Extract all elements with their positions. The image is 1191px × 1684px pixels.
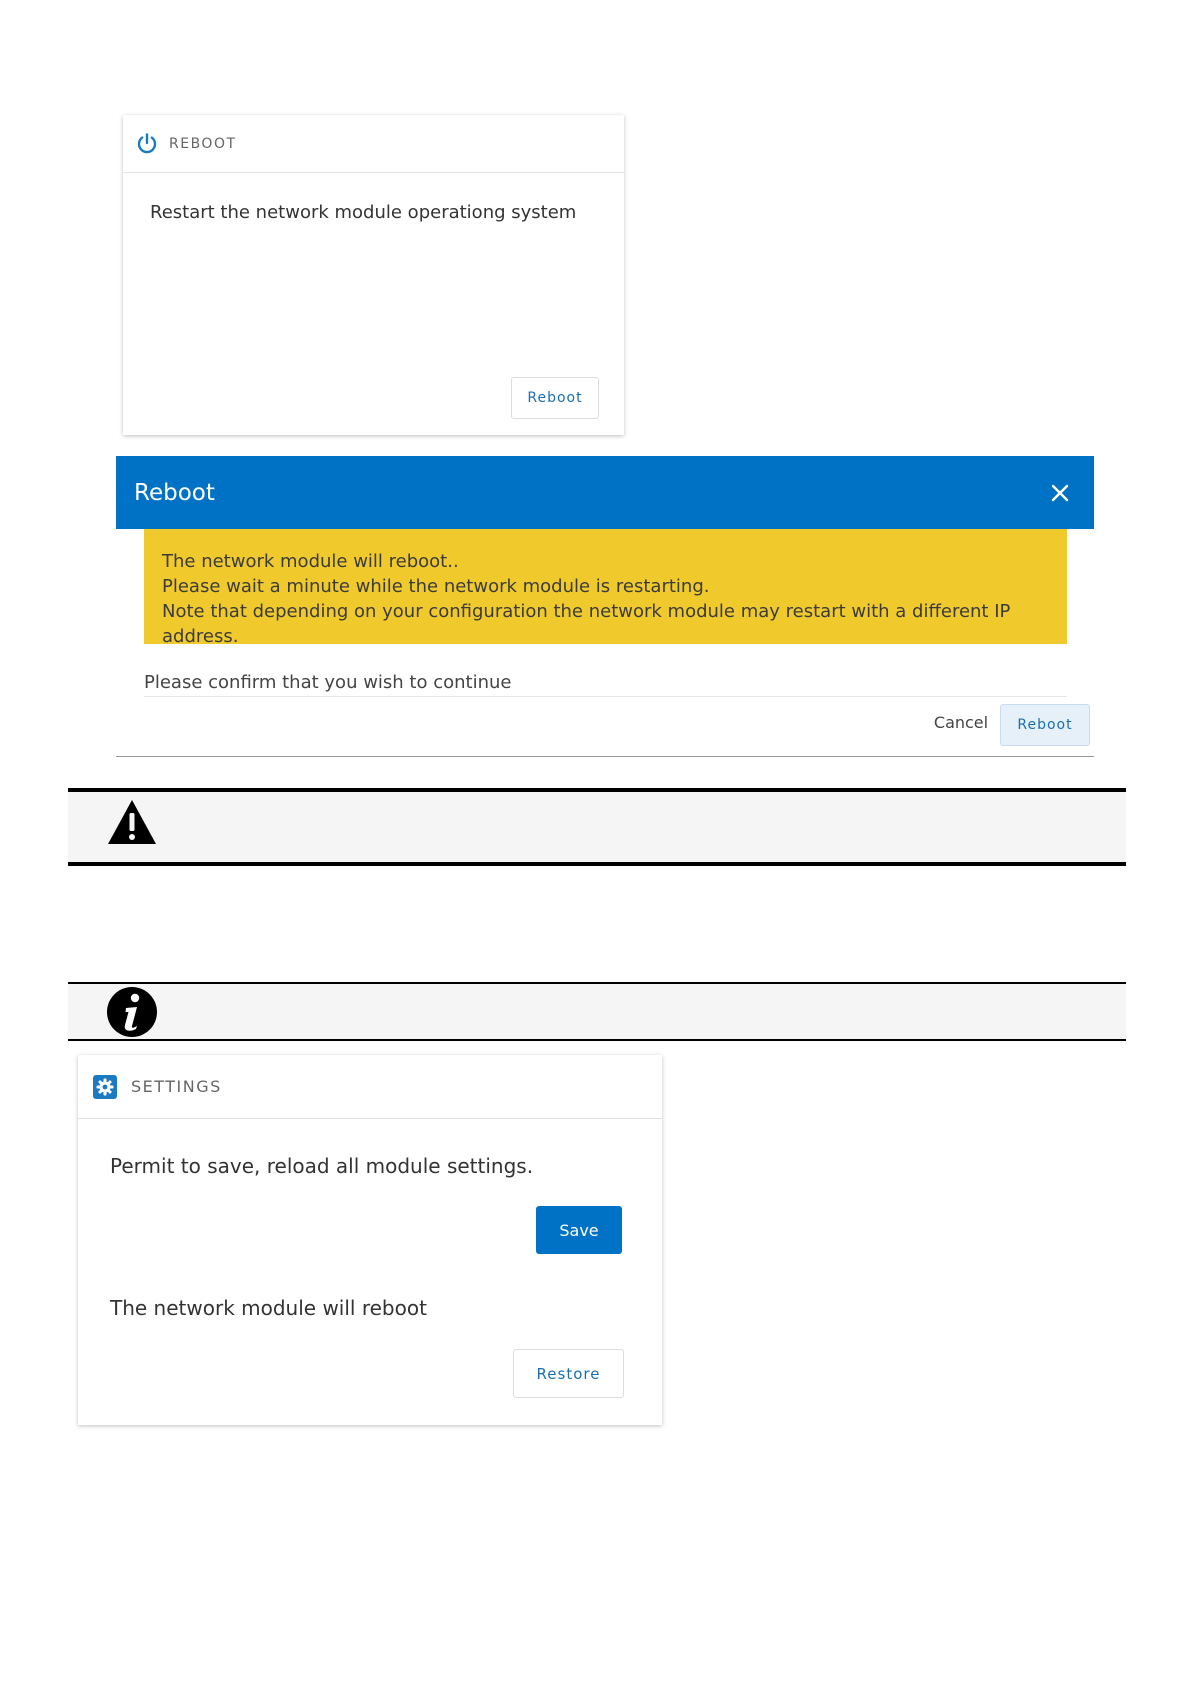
settings-card xyxy=(78,1055,662,1425)
warning-icon xyxy=(106,798,158,846)
reboot-confirm-button[interactable]: Reboot xyxy=(1000,704,1090,746)
settings-card-title: SETTINGS xyxy=(131,1077,222,1096)
warning-line: Note that depending on your configuration the network module may restart with a different IP address. xyxy=(162,601,1011,647)
confirm-text: Please confirm that you wish to continue xyxy=(144,672,1067,697)
cancel-button[interactable]: Cancel xyxy=(933,712,989,732)
reboot-button[interactable]: Reboot xyxy=(511,377,599,419)
info-notice xyxy=(68,982,1126,1041)
dialog-title: Reboot xyxy=(134,479,215,506)
reboot-card xyxy=(123,115,624,435)
dialog-header xyxy=(116,456,1094,529)
settings-card-header xyxy=(78,1055,662,1119)
warning-line: Please wait a minute while the network module is restarting. xyxy=(162,576,710,597)
save-button[interactable]: Save xyxy=(536,1206,622,1254)
save-description: Permit to save, reload all module settings. xyxy=(110,1154,534,1178)
reboot-card-description: Restart the network module operationg system xyxy=(150,202,577,223)
settings-gear-icon xyxy=(93,1075,117,1099)
reboot-card-title: REBOOT xyxy=(169,135,237,152)
reboot-dialog xyxy=(116,456,1094,757)
power-icon xyxy=(135,132,159,156)
warning-message xyxy=(144,529,1067,647)
info-icon xyxy=(106,986,158,1038)
warning-notice xyxy=(68,788,1126,866)
reboot-card-header xyxy=(123,115,624,173)
restore-button[interactable]: Restore xyxy=(513,1349,624,1398)
close-icon[interactable] xyxy=(1050,483,1070,503)
restore-description: The network module will reboot xyxy=(110,1296,427,1320)
warning-line: The network module will reboot.. xyxy=(162,551,459,572)
